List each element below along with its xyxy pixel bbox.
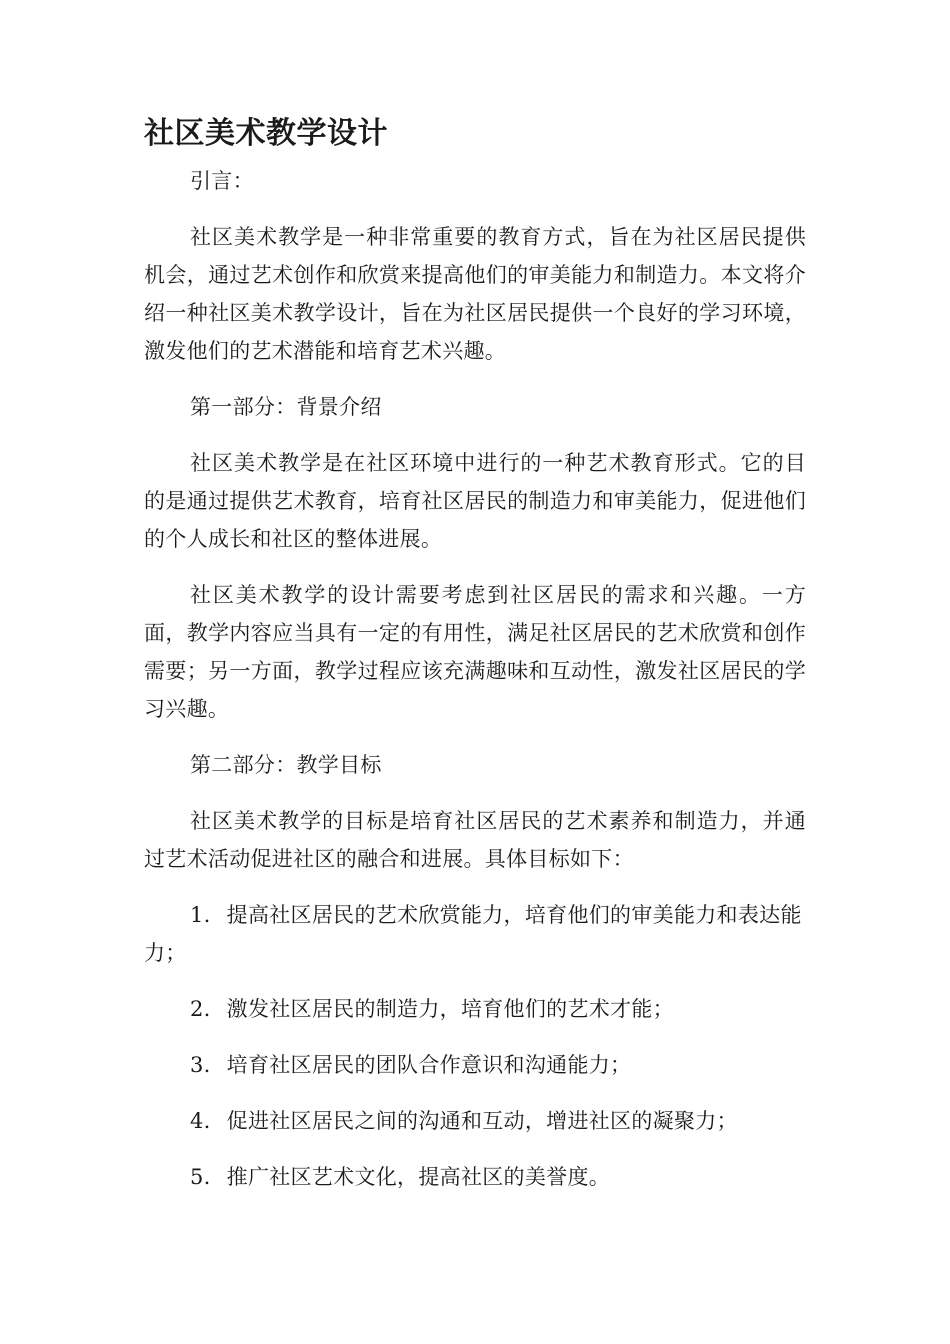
list-item-text: 推广社区艺术文化，提高社区的美誉度。 — [226, 1165, 611, 1189]
list-item — [144, 1158, 806, 1196]
list-item — [144, 1046, 806, 1084]
list-item-text: 提高社区居民的艺术欣赏能力，培育他们的审美能力和表达能力； — [144, 903, 802, 965]
list-item — [144, 990, 806, 1028]
list-item-number: 2. — [190, 997, 211, 1021]
list-item-number: 5. — [190, 1165, 211, 1189]
list-item-text: 促进社区居民之间的沟通和互动，增进社区的凝聚力； — [226, 1109, 738, 1133]
document-title: 社区美术教学设计 — [144, 116, 388, 151]
goals-intro-paragraph: 社区美术教学的目标是培育社区居民的艺术素养和制造力，并通过艺术活动促进社区的融合和进展。具体目标如下： — [144, 809, 806, 871]
list-item-text: 激发社区居民的制造力，培育他们的艺术才能； — [226, 997, 674, 1021]
list-item-number: 1. — [190, 903, 211, 927]
background-paragraph-2: 社区美术教学的设计需要考虑到社区居民的需求和兴趣。一方面，教学内容应当具有一定的有用性，满足社区居民的艺术欣赏和创作需要；另一方面，教学过程应该充满趣味和互动性，激发社区居民的学习兴趣。 — [144, 583, 806, 721]
section-2-heading: 第二部分：教学目标 — [190, 753, 382, 777]
intro-heading: 引言： — [190, 169, 254, 193]
list-item-number: 4. — [190, 1109, 211, 1133]
list-item-number: 3. — [190, 1053, 211, 1077]
list-item — [144, 1102, 806, 1140]
list-item — [144, 896, 806, 972]
goals-list — [144, 896, 806, 1196]
list-item-text: 培育社区居民的团队合作意识和沟通能力； — [226, 1053, 632, 1077]
background-paragraph-1: 社区美术教学是在社区环境中进行的一种艺术教育形式。它的目的是通过提供艺术教育，培育社区居民的制造力和审美能力，促进他们的个人成长和社区的整体进展。 — [144, 451, 806, 551]
intro-paragraph: 社区美术教学是一种非常重要的教育方式，旨在为社区居民提供机会，通过艺术创作和欣赏来提高他们的审美能力和制造力。本文将介绍一种社区美术教学设计，旨在为社区居民提供一个良好的学习环境，激发他们的艺术潜能和培育艺术兴趣。 — [144, 225, 806, 363]
document-page — [144, 112, 806, 1214]
section-1-heading: 第一部分：背景介绍 — [190, 395, 382, 419]
